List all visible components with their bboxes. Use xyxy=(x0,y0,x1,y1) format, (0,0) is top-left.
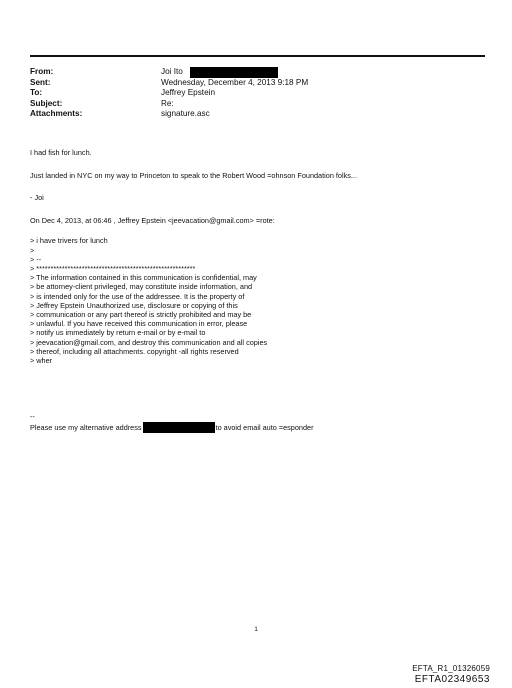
attachment-file[interactable]: signature.asc xyxy=(161,109,210,118)
to-label: To: xyxy=(30,88,43,97)
quoted-message xyxy=(30,236,485,365)
to-value: Jeffrey Epstein xyxy=(161,88,216,97)
bates-number-secondary: EFTA_R1_01326059 xyxy=(412,664,490,673)
quoted-line: > be attorney-client privileged, may constitute inside information, and xyxy=(30,282,253,292)
quoted-line: > thereof, including all attachments. copyright -all rights reserved xyxy=(30,346,239,356)
signature-text-before: Please use my alternative address xyxy=(30,423,142,433)
quoted-line: > i have trivers for lunch xyxy=(30,236,108,246)
attachments-row xyxy=(30,109,485,120)
from-label: From: xyxy=(30,67,54,76)
body-line-signoff: - Joi xyxy=(30,193,44,203)
header-rule xyxy=(30,55,485,57)
from-value: Joi Ito xyxy=(161,67,183,76)
to-row xyxy=(30,88,485,99)
redaction-box xyxy=(190,67,278,78)
quoted-line: > unlawful. If you have received this communication in error, please xyxy=(30,319,248,329)
email-header xyxy=(30,67,485,120)
sent-value: Wednesday, December 4, 2013 9:18 PM xyxy=(161,77,309,87)
signature-text-after: to avoid email auto =esponder xyxy=(215,423,314,433)
quoted-line: > is intended only for the use of the addressee. It is the property of xyxy=(30,291,245,301)
quoted-line: > jeevacation@gmail.com, and destroy this communication and all copies xyxy=(30,337,268,347)
quoted-line: > Jeffrey Epstein Unauthorized use, disclosure or copying of this xyxy=(30,300,238,310)
quote-attribution: On Dec 4, 2013, at 06:46 , Jeffrey Epstein <jeevacation@gmail.com> =rote: xyxy=(30,216,275,226)
redaction-box xyxy=(143,422,215,433)
page-number: 1 xyxy=(254,626,258,633)
attachments-label: Attachments: xyxy=(30,109,83,118)
quoted-line: > communication or any part thereof is strictly prohibited and may be xyxy=(30,309,252,319)
sent-label: Sent: xyxy=(30,77,51,87)
body-line-lunch: I had fish for lunch. xyxy=(30,148,92,157)
subject-row xyxy=(30,99,485,110)
signature-block xyxy=(30,412,314,433)
quoted-line: > notify us immediately by return e-mail or by e-mail to xyxy=(30,328,206,338)
quoted-line: > The information contained in this communication is confidential, may xyxy=(30,273,257,283)
subject-value: Re: xyxy=(161,98,174,108)
email-body xyxy=(30,148,485,365)
body-line-landed: Just landed in NYC on my way to Princeton to speak to the Robert Wood =ohnson Foundation folks... xyxy=(30,170,357,180)
subject-label: Subject: xyxy=(30,98,63,108)
quoted-line: > xyxy=(30,245,35,255)
bates-number-primary: EFTA02349653 xyxy=(414,674,490,685)
quoted-line: > wher xyxy=(30,355,53,365)
quoted-line: > -- xyxy=(30,254,42,264)
sent-row xyxy=(30,78,485,89)
quoted-line: > ******************************************************** xyxy=(30,263,196,273)
from-row xyxy=(30,67,485,78)
signature-dashes: -- xyxy=(30,412,35,421)
